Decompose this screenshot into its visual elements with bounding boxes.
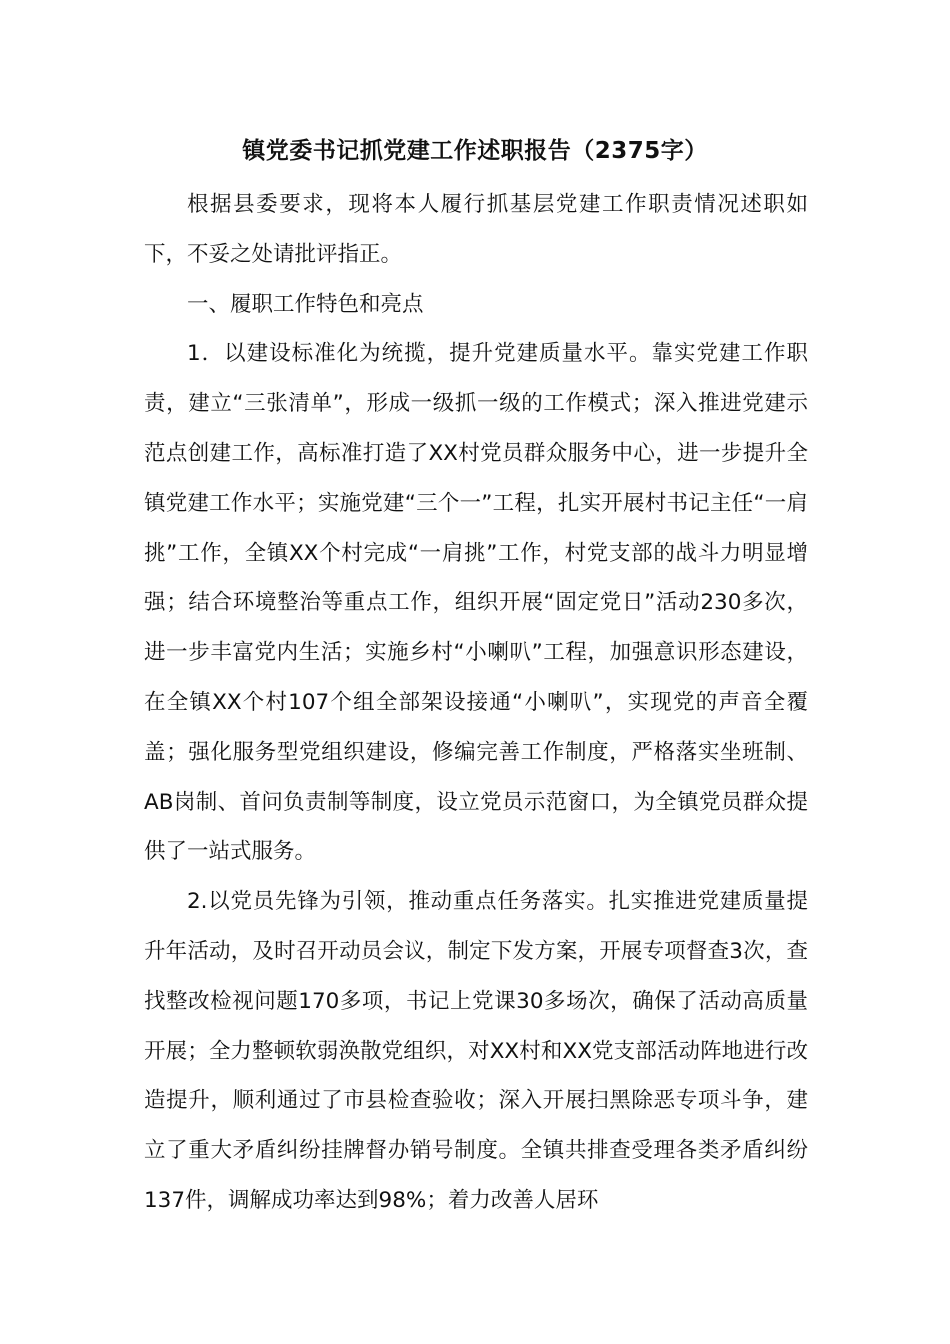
document-title: 镇党委书记抓党建工作述职报告（2375字） [242,138,708,164]
section-heading: 一、履职工作特色和亮点 [187,291,424,317]
paragraph-item-1: 1．以建设标准化为统揽，提升党建质量水平。靠实党建工作职责，建立“三张清单”，形成一级抓一级的工作模式；深入推进党建示范点创建工作，高标准打造了XX村党员群众服务中心，进一步提升全镇党建工作水平；实施党建“三个一”工程，扎实开展村书记主任“一肩挑”工作，全镇XX个村完成“一肩挑”工作，村党支部的战斗力明显增强；结合环境整治等重点工作，组织开展“固定党日”活动230多次，进一步丰富党内生活；实施乡村“小喇叭”工程，加强意识形态建设，在全镇XX个村107个组全部架设接通“小喇叭”，实现党的声音全覆盖；强化服务型党组织建设，修编完善工作制度，严格落实坐班制、AB岗制、首问负责制等制度，设立党员示范窗口，为全镇党员群众提供了一站式服务。 [144,341,808,865]
document-body [144,180,808,1226]
paragraph-item-2: 2.以党员先锋为引领，推动重点任务落实。扎实推进党建质量提升年活动，及时召开动员会议，制定下发方案，开展专项督查3次，查找整改检视问题170多项，书记上党课30多场次，确保了活动高质量开展；全力整顿软弱涣散党组织，对XX村和XX党支部活动阵地进行改造提升，顺利通过了市县检查验收；深入开展扫黑除恶专项斗争，建立了重大矛盾纠纷挂牌督办销号制度。全镇共排查受理各类矛盾纠纷137件，调解成功率达到98%；着力改善人居环 [144,889,808,1213]
paragraph-intro: 根据县委要求，现将本人履行抓基层党建工作职责情况述职如下，不妥之处请批评指正。 [144,192,808,267]
